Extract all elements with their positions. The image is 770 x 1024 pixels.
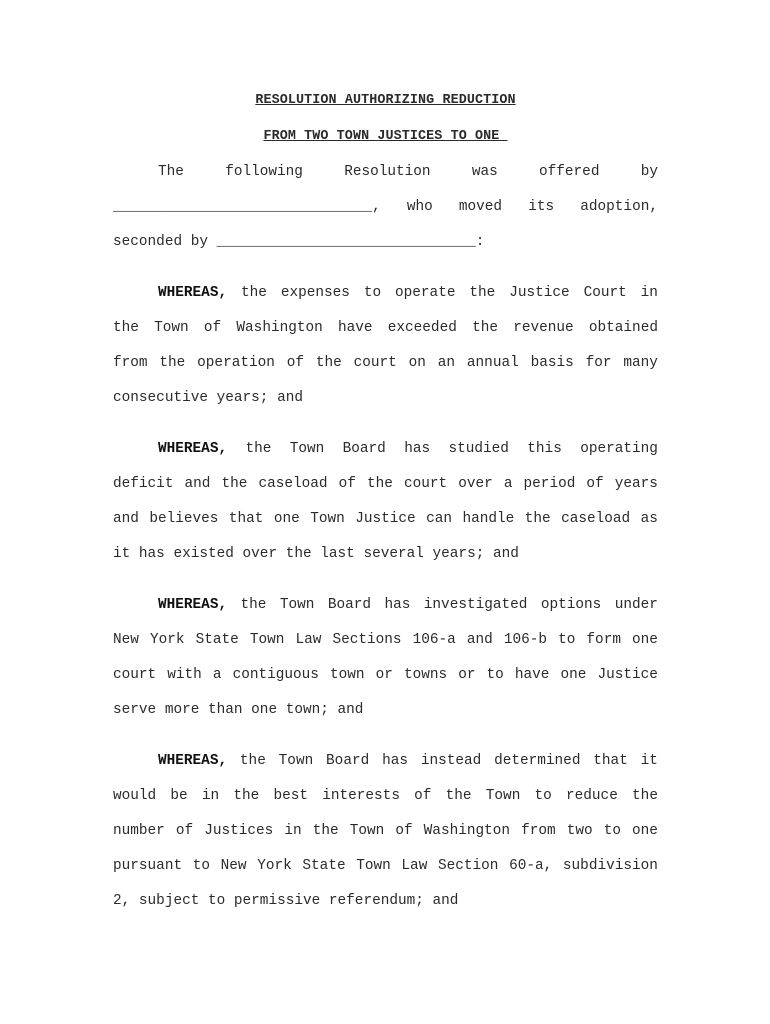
word: or — [375, 667, 393, 683]
word: and — [184, 476, 211, 492]
word: York — [257, 858, 292, 874]
word: instead — [420, 753, 482, 769]
word: deficit — [113, 476, 174, 492]
word: determined — [494, 753, 581, 769]
word: State — [195, 632, 239, 648]
whereas-body-line — [113, 821, 658, 841]
title-line-1: RESOLUTION AUTHORIZING REDUCTION — [255, 93, 516, 108]
word: Washington — [236, 320, 323, 336]
word: Section — [437, 858, 499, 874]
word: of — [175, 823, 194, 839]
word: handle — [462, 511, 515, 527]
word: the — [241, 285, 267, 301]
word: adoption, — [580, 199, 658, 215]
word: 106-a — [412, 632, 456, 648]
word: following — [225, 164, 303, 180]
word: the — [245, 441, 272, 457]
word: have — [337, 320, 373, 336]
word: Justice — [509, 285, 570, 301]
word: two — [566, 823, 593, 839]
word: moved — [458, 199, 503, 215]
intro-line-2 — [113, 197, 658, 217]
word: New — [113, 632, 139, 648]
word: and — [466, 632, 493, 648]
whereas-keyword: WHEREAS, — [158, 597, 228, 613]
word: options — [540, 597, 602, 613]
whereas-body-line — [113, 509, 658, 529]
word: of — [395, 823, 413, 839]
word: the — [632, 788, 658, 804]
word: State — [302, 858, 346, 874]
word: form — [586, 632, 621, 648]
word: exceeded — [387, 320, 457, 336]
word: York — [149, 632, 185, 648]
whereas-body-line — [113, 630, 658, 650]
word: who — [406, 199, 433, 215]
word: one — [273, 511, 300, 527]
word: Law — [295, 632, 322, 648]
word: 60-a, — [509, 858, 553, 874]
word: to — [603, 823, 621, 839]
word: operation — [197, 355, 275, 371]
word: a — [503, 476, 513, 492]
word: Town — [485, 788, 521, 804]
intro-line-3: seconded by ______________________________: — [113, 234, 485, 250]
word: expenses — [280, 285, 350, 301]
word: Town — [278, 753, 314, 769]
word: be — [170, 788, 188, 804]
word: number — [113, 823, 165, 839]
word: the — [221, 476, 248, 492]
word: it — [640, 753, 658, 769]
word: of — [414, 788, 432, 804]
word: as — [640, 511, 658, 527]
word: from — [113, 355, 148, 371]
word: court — [113, 667, 157, 683]
word: of — [203, 320, 222, 336]
word: years — [614, 476, 658, 492]
word: Justice — [355, 511, 416, 527]
word: this — [527, 441, 562, 457]
word: 106-b — [503, 632, 548, 648]
word: period — [523, 476, 576, 492]
word: operate — [395, 285, 456, 301]
word: was — [471, 164, 498, 180]
word: reduce — [566, 788, 618, 804]
word: studied — [448, 441, 509, 457]
word: operating — [580, 441, 658, 457]
word: the — [366, 476, 393, 492]
word: believes — [149, 511, 219, 527]
whereas-last-line: it has existed over the last several years; and — [113, 546, 519, 562]
word: Town — [310, 511, 345, 527]
word: an — [437, 355, 456, 371]
word: Resolution — [344, 164, 431, 180]
word: to — [486, 667, 504, 683]
word: in — [284, 823, 302, 839]
word: Town — [249, 632, 285, 648]
whereas-body-line — [113, 318, 658, 338]
word: to — [534, 788, 552, 804]
whereas-last-line: serve more than one town; and — [113, 702, 364, 718]
word: to — [558, 632, 576, 648]
word: the — [113, 320, 139, 336]
word: would — [113, 788, 157, 804]
word: caseload — [258, 476, 328, 492]
word: Sections — [332, 632, 402, 648]
word: and — [113, 511, 139, 527]
whereas-first-line — [158, 439, 658, 459]
word: of — [338, 476, 356, 492]
word: towns — [403, 667, 448, 683]
title-line-2: FROM TWO TOWN JUSTICES TO ONE — [263, 129, 508, 144]
whereas-keyword: WHEREAS, — [158, 441, 228, 457]
whereas-body-line — [113, 474, 658, 494]
word: the — [469, 285, 496, 301]
word: Court — [583, 285, 627, 301]
word: Town — [279, 597, 315, 613]
word: Board — [326, 753, 370, 769]
word: one — [632, 823, 658, 839]
word: annual — [466, 355, 519, 371]
word: Town — [289, 441, 325, 457]
word: one — [560, 667, 587, 683]
word: best — [273, 788, 309, 804]
word: with — [167, 667, 202, 683]
word: subdivision — [562, 858, 658, 874]
word: has — [384, 597, 411, 613]
word: or — [458, 667, 476, 683]
word: that — [228, 511, 264, 527]
word: Board — [327, 597, 372, 613]
word: offered — [539, 164, 600, 180]
whereas-first-line — [158, 283, 658, 303]
word: Town — [349, 823, 385, 839]
word: to — [363, 285, 382, 301]
word: the — [312, 823, 339, 839]
whereas-body-line — [113, 665, 658, 685]
whereas-keyword: WHEREAS, — [158, 285, 228, 301]
intro-line-1 — [158, 162, 658, 182]
word: the — [159, 355, 186, 371]
word: caseload — [561, 511, 631, 527]
word: the — [233, 788, 260, 804]
word: the — [472, 320, 498, 336]
word: the — [239, 753, 266, 769]
word: interests — [322, 788, 400, 804]
word: court — [403, 476, 448, 492]
word: of — [286, 355, 305, 371]
word: court — [353, 355, 397, 371]
whereas-first-line — [158, 751, 658, 771]
word: basis — [530, 355, 574, 371]
word: under — [614, 597, 658, 613]
word: the — [315, 355, 342, 371]
word: Justices — [204, 823, 274, 839]
word: to — [192, 858, 211, 874]
whereas-body-line — [113, 353, 658, 373]
word: can — [426, 511, 453, 527]
word: its — [528, 199, 555, 215]
word: on — [408, 355, 426, 371]
word: a — [212, 667, 222, 683]
word: the — [445, 788, 472, 804]
word: for — [585, 355, 612, 371]
word: New — [220, 858, 247, 874]
word: Town — [154, 320, 189, 336]
word: have — [514, 667, 550, 683]
word: Law — [401, 858, 428, 874]
word: one — [632, 632, 658, 648]
word: has — [404, 441, 431, 457]
word: has — [382, 753, 408, 769]
word: that — [593, 753, 628, 769]
word: of — [586, 476, 604, 492]
word: investigated — [423, 597, 528, 613]
word: Board — [342, 441, 386, 457]
word: The — [158, 164, 184, 180]
word: in — [201, 788, 220, 804]
word: revenue — [513, 320, 574, 336]
word: by — [640, 164, 658, 180]
whereas-last-line: consecutive years; and — [113, 390, 303, 406]
word: in — [640, 285, 658, 301]
word: the — [524, 511, 551, 527]
word: pursuant — [113, 858, 183, 874]
word: many — [623, 355, 658, 371]
word: Town — [356, 858, 391, 874]
word: over — [458, 476, 493, 492]
blank-offerer-field: ______________________________, — [113, 199, 381, 215]
whereas-keyword: WHEREAS, — [158, 753, 228, 769]
word: Justice — [597, 667, 658, 683]
whereas-last-line: 2, subject to permissive referendum; and — [113, 893, 459, 909]
whereas-first-line — [158, 595, 658, 615]
whereas-body-line — [113, 786, 658, 806]
whereas-body-line — [113, 856, 658, 876]
word: town — [329, 667, 365, 683]
word: the — [240, 597, 267, 613]
word: contiguous — [232, 667, 319, 683]
word: from — [521, 823, 556, 839]
word: Washington — [423, 823, 511, 839]
word: obtained — [588, 320, 658, 336]
